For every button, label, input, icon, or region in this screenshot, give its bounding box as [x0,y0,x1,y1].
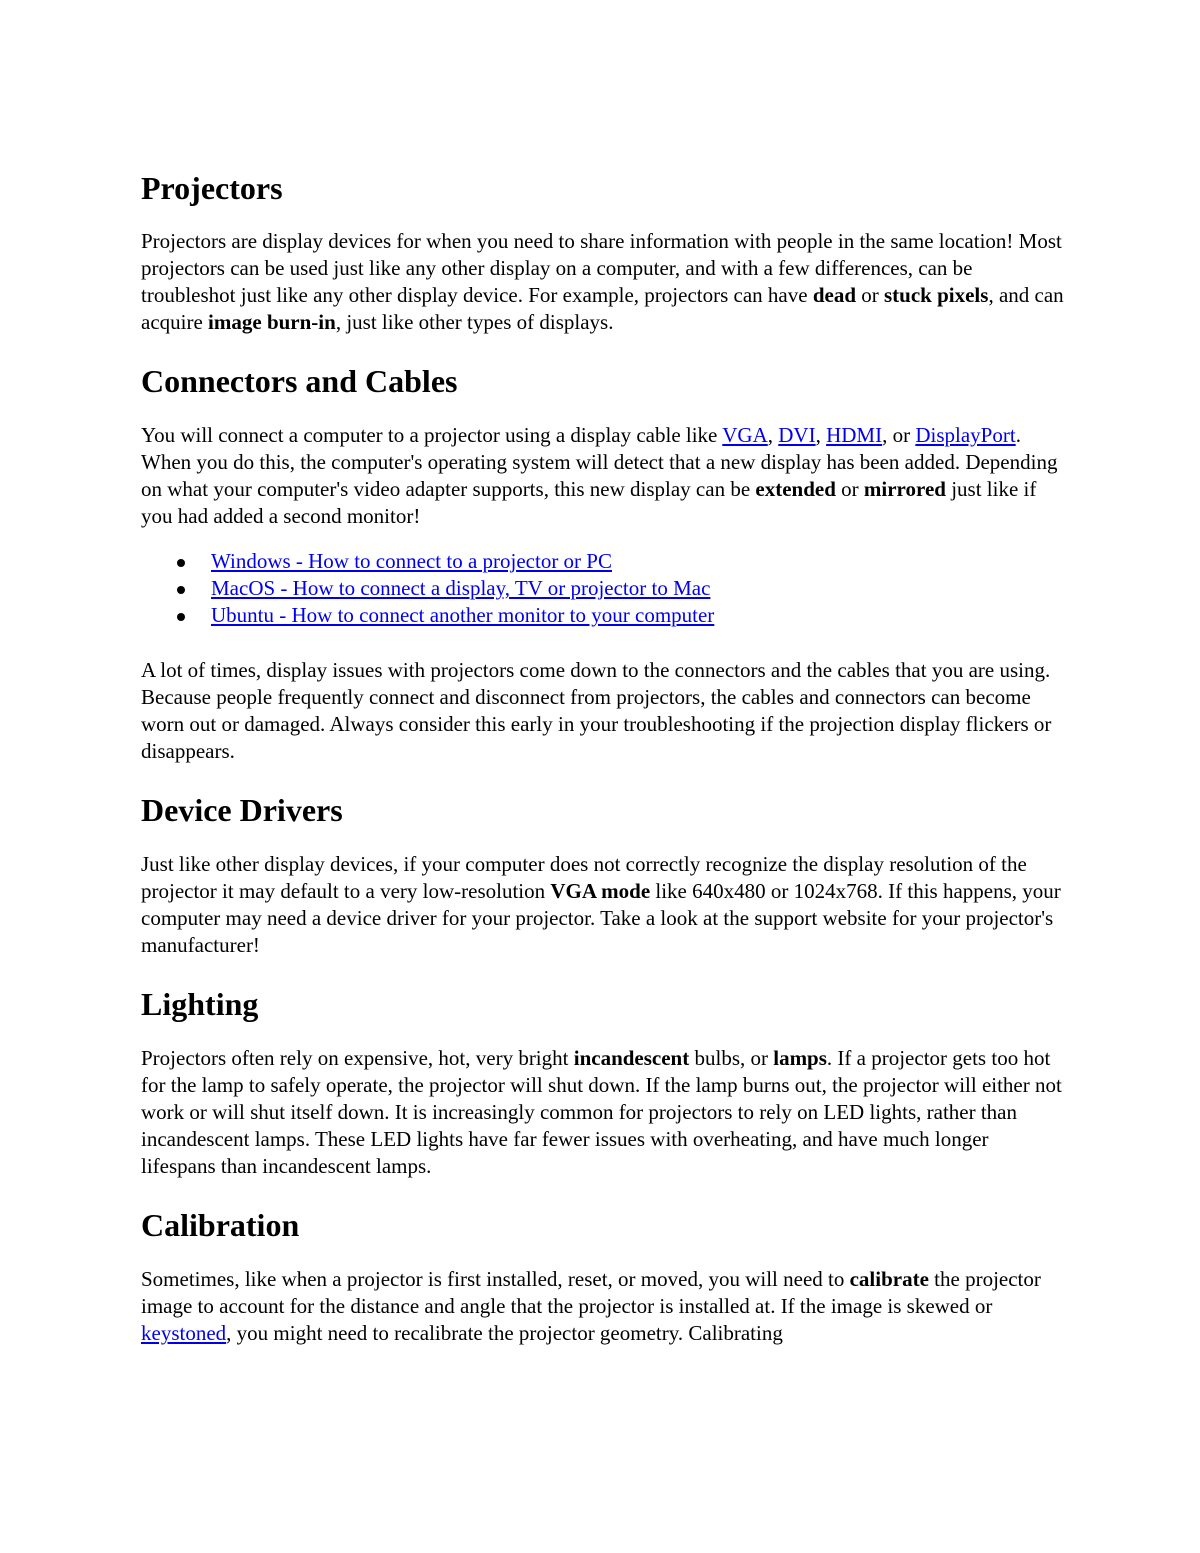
link-hdmi[interactable]: HDMI [826,423,883,447]
heading-projectors: Projectors [141,170,283,206]
paragraph-projectors [141,228,1066,336]
list-item-macos [141,575,1066,602]
text-run: or [856,283,884,307]
bold-calibrate: calibrate [849,1267,929,1291]
text-run: bulbs, or [689,1046,774,1070]
link-displayport[interactable]: DisplayPort [915,423,1016,447]
text-run: just like if you had added a second monitor! [141,477,1037,528]
text-run: , you might need to recalibrate the projector geometry. Calibrating [226,1321,783,1345]
text-run: Projectors often rely on expensive, hot, very bright [141,1046,574,1070]
bold-dead: dead [812,283,856,307]
bullet-icon [177,613,185,621]
text-run: . If a projector gets too hot for the lamp to safely operate, the projector will shut down. If the lamp burns out, the projector will either not work or will shut itself down. It is increasingly common for projectors to rely on LED lights, rather than incandescent lamps. These LED lights have far fewer issues with overheating, and have much longer lifespans than incandescent lamps. [141,1046,1062,1178]
bullet-icon [177,586,185,594]
link-macos-display[interactable]: MacOS - How to connect a display, TV or projector to Mac [211,576,711,600]
heading-lighting: Lighting [141,986,259,1022]
text-run: Just like other display devices, if your computer does not correctly recognize the display resolution of the projector it may default to a very low-resolution [141,852,1027,903]
text-run: or [835,477,864,501]
heading-connectors-and-cables: Connectors and Cables [141,363,458,399]
heading-device-drivers: Device Drivers [141,792,343,828]
bold-stuck-pixels: stuck pixels [884,283,989,307]
text-run: Sometimes, like when a projector is first installed, reset, or moved, you will need to [141,1267,850,1291]
document-page [141,168,1066,1347]
link-dvi[interactable]: DVI [778,423,816,447]
bold-vga-mode: VGA mode [550,879,651,903]
link-windows-projector[interactable]: Windows - How to connect to a projector or PC [211,549,612,573]
paragraph-cables: A lot of times, display issues with projectors come down to the connectors and the cables that you are using. Because people frequently connect and disconnect from projectors, the cables and connectors can become worn out or damaged. Always consider this early in your troubleshooting if the projection display flickers or disappears. [141,658,1052,763]
bold-image-burn-in: image burn-in [208,310,336,334]
link-ubuntu-monitor[interactable]: Ubuntu - How to connect another monitor to your computer [211,603,715,627]
link-keystoned[interactable]: keystoned [141,1321,227,1345]
bold-lamps: lamps [773,1046,827,1070]
bold-extended: extended [755,477,836,501]
text-run: You will connect a computer to a projector using a display cable like [141,423,723,447]
bold-mirrored: mirrored [863,477,946,501]
paragraph-calibration [141,1266,1066,1347]
link-vga[interactable]: VGA [722,423,768,447]
text-run: the projector image to account for the distance and angle that the projector is installed at. If the image is skewed or [141,1267,1041,1318]
text-run: , or [882,423,916,447]
text-run: , just like other types of displays. [335,310,614,334]
text-run: , [815,423,827,447]
heading-calibration: Calibration [141,1207,300,1243]
list-item-windows [141,548,1066,575]
list-item-ubuntu [141,602,1066,629]
text-run: like 640x480 or 1024x768. If this happens, your computer may need a device driver for your projector. Take a look at the support website for your projector's manufacturer! [141,879,1061,957]
os-links-list [141,548,1066,629]
paragraph-lighting [141,1045,1066,1180]
text-run: , and can acquire [141,283,1064,334]
bullet-icon [177,559,185,567]
paragraph-device-drivers [141,851,1066,959]
bold-incandescent: incandescent [573,1046,690,1070]
text-run: . When you do this, the computer's operating system will detect that a new display has been added. Depending on what your computer's video adapter supports, this new display can be [141,423,1058,501]
text-run: Projectors are display devices for when you need to share information with people in the same location! Most projectors can be used just like any other display on a computer, and with a few differences, can be troubleshot just like any other display device. For example, projectors can have [141,229,1062,307]
text-run: , [767,423,779,447]
paragraph-connectors [141,422,1066,530]
